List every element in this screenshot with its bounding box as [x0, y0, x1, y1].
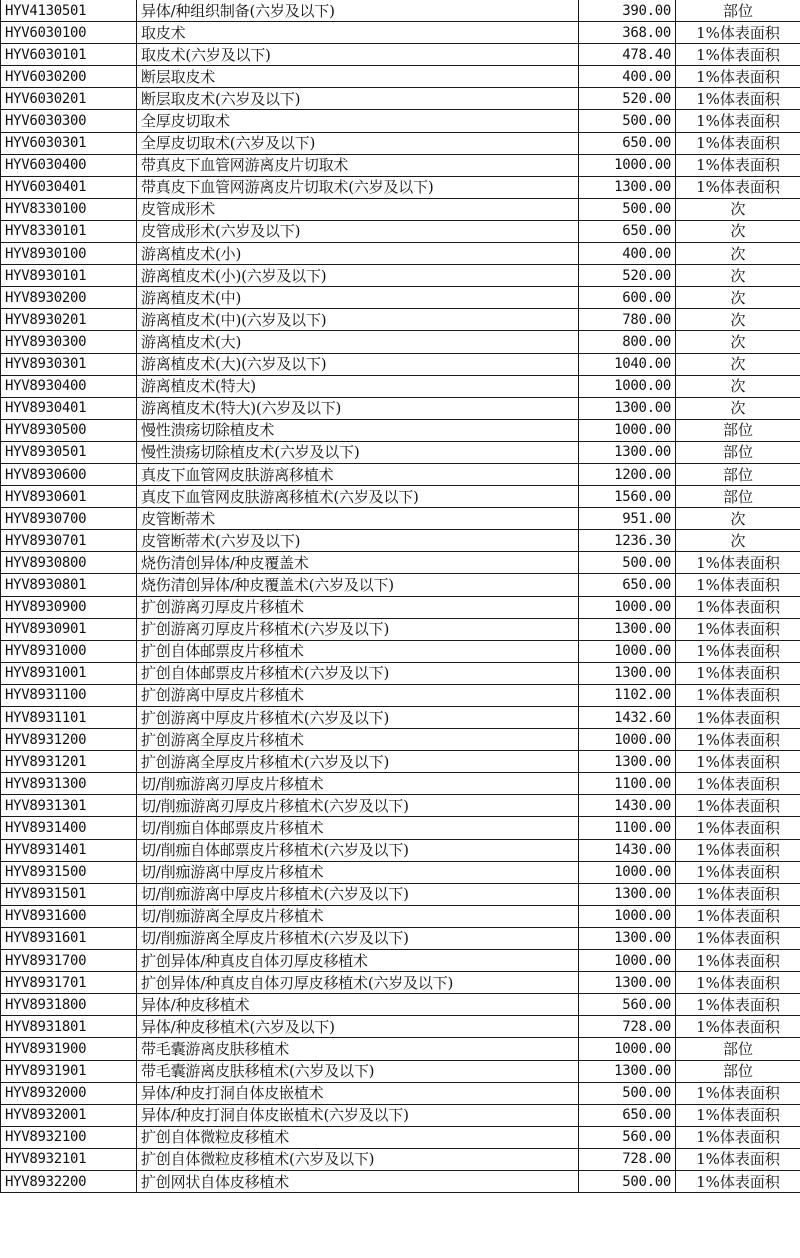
item-name-cell: 断层取皮术(六岁及以下) [137, 88, 579, 110]
item-name-cell: 切/削痂游离全厚皮片移植术 [137, 905, 579, 927]
item-code-cell: HYV8930801 [1, 574, 137, 596]
item-code-cell: HYV8931901 [1, 1060, 137, 1082]
item-code-cell: HYV8931000 [1, 640, 137, 662]
item-code-cell: HYV8931101 [1, 707, 137, 729]
item-name-cell: 游离植皮术(中) [137, 287, 579, 309]
table-row [1, 220, 800, 242]
item-name-cell: 游离植皮术(小) [137, 243, 579, 265]
item-unit-cell: 1%体表面积 [676, 817, 800, 839]
item-price-cell: 1430.00 [579, 795, 676, 817]
item-name-cell: 真皮下血管网皮肤游离移植术(六岁及以下) [137, 486, 579, 508]
item-code-cell: HYV8931200 [1, 729, 137, 751]
item-price-cell: 1000.00 [579, 861, 676, 883]
item-price-cell: 1000.00 [579, 729, 676, 751]
item-unit-cell: 1%体表面积 [676, 88, 800, 110]
item-code-cell: HYV6030400 [1, 154, 137, 176]
table-row [1, 353, 800, 375]
item-unit-cell: 次 [676, 198, 800, 220]
item-code-cell: HYV8932001 [1, 1104, 137, 1126]
item-code-cell: HYV8930200 [1, 287, 137, 309]
item-price-cell: 1236.30 [579, 530, 676, 552]
item-unit-cell: 1%体表面积 [676, 596, 800, 618]
item-unit-cell: 部位 [676, 1060, 800, 1082]
item-price-cell: 1000.00 [579, 905, 676, 927]
item-code-cell: HYV8931600 [1, 905, 137, 927]
table-row [1, 795, 800, 817]
table-row [1, 0, 800, 22]
item-code-cell: HYV8931701 [1, 972, 137, 994]
item-name-cell: 扩创游离全厚皮片移植术 [137, 729, 579, 751]
item-name-cell: 切/削痂自体邮票皮片移植术 [137, 817, 579, 839]
item-name-cell: 异体/种组织制备(六岁及以下) [137, 0, 579, 22]
item-price-cell: 1300.00 [579, 662, 676, 684]
item-name-cell: 皮管断蒂术 [137, 508, 579, 530]
table-row [1, 950, 800, 972]
item-name-cell: 带毛囊游离皮肤移植术(六岁及以下) [137, 1060, 579, 1082]
item-code-cell: HYV8932200 [1, 1170, 137, 1192]
item-unit-cell: 部位 [676, 0, 800, 22]
item-price-cell: 1000.00 [579, 419, 676, 441]
table-row [1, 883, 800, 905]
item-price-cell: 390.00 [579, 0, 676, 22]
fee-table-body [1, 0, 800, 1193]
item-unit-cell: 1%体表面积 [676, 132, 800, 154]
item-unit-cell: 次 [676, 243, 800, 265]
table-row [1, 994, 800, 1016]
item-name-cell: 扩创自体微粒皮移植术 [137, 1126, 579, 1148]
item-code-cell: HYV8930701 [1, 530, 137, 552]
item-price-cell: 400.00 [579, 243, 676, 265]
item-price-cell: 1300.00 [579, 397, 676, 419]
item-price-cell: 600.00 [579, 287, 676, 309]
item-code-cell: HYV6030300 [1, 110, 137, 132]
table-row [1, 729, 800, 751]
item-name-cell: 游离植皮术(特大) [137, 375, 579, 397]
item-unit-cell: 1%体表面积 [676, 883, 800, 905]
item-unit-cell: 1%体表面积 [676, 707, 800, 729]
item-price-cell: 728.00 [579, 1016, 676, 1038]
table-row [1, 905, 800, 927]
table-row [1, 1016, 800, 1038]
item-price-cell: 500.00 [579, 1170, 676, 1192]
table-row [1, 132, 800, 154]
item-code-cell: HYV8931900 [1, 1038, 137, 1060]
table-row [1, 22, 800, 44]
item-code-cell: HYV8931800 [1, 994, 137, 1016]
item-name-cell: 异体/种皮打洞自体皮嵌植术 [137, 1082, 579, 1104]
item-code-cell: HYV8930500 [1, 419, 137, 441]
item-price-cell: 500.00 [579, 110, 676, 132]
table-row [1, 331, 800, 353]
item-name-cell: 游离植皮术(特大)(六岁及以下) [137, 397, 579, 419]
item-name-cell: 带真皮下血管网游离皮片切取术 [137, 154, 579, 176]
item-name-cell: 游离植皮术(大) [137, 331, 579, 353]
table-row [1, 441, 800, 463]
table-row [1, 176, 800, 198]
item-unit-cell: 部位 [676, 486, 800, 508]
item-code-cell: HYV8930501 [1, 441, 137, 463]
table-row [1, 1104, 800, 1126]
item-price-cell: 1560.00 [579, 486, 676, 508]
item-code-cell: HYV8930100 [1, 243, 137, 265]
table-row [1, 243, 800, 265]
item-price-cell: 1430.00 [579, 839, 676, 861]
item-price-cell: 650.00 [579, 574, 676, 596]
item-price-cell: 1000.00 [579, 950, 676, 972]
item-price-cell: 800.00 [579, 331, 676, 353]
table-row [1, 1038, 800, 1060]
item-name-cell: 皮管成形术 [137, 198, 579, 220]
item-price-cell: 1000.00 [579, 1038, 676, 1060]
item-code-cell: HYV8931301 [1, 795, 137, 817]
item-code-cell: HYV8930101 [1, 265, 137, 287]
item-price-cell: 1000.00 [579, 596, 676, 618]
item-unit-cell: 1%体表面积 [676, 1016, 800, 1038]
item-unit-cell: 1%体表面积 [676, 795, 800, 817]
item-name-cell: 取皮术(六岁及以下) [137, 44, 579, 66]
item-unit-cell: 部位 [676, 419, 800, 441]
item-unit-cell: 次 [676, 331, 800, 353]
table-row [1, 1060, 800, 1082]
item-price-cell: 1040.00 [579, 353, 676, 375]
item-name-cell: 烧伤清创异体/种皮覆盖术 [137, 552, 579, 574]
item-price-cell: 478.40 [579, 44, 676, 66]
item-unit-cell: 1%体表面积 [676, 176, 800, 198]
item-unit-cell: 1%体表面积 [676, 1082, 800, 1104]
item-name-cell: 游离植皮术(大)(六岁及以下) [137, 353, 579, 375]
item-unit-cell: 1%体表面积 [676, 972, 800, 994]
item-name-cell: 切/削痂游离刃厚皮片移植术(六岁及以下) [137, 795, 579, 817]
item-name-cell: 断层取皮术 [137, 66, 579, 88]
item-unit-cell: 1%体表面积 [676, 640, 800, 662]
item-name-cell: 扩创游离刃厚皮片移植术(六岁及以下) [137, 618, 579, 640]
item-code-cell: HYV8930601 [1, 486, 137, 508]
table-row [1, 1082, 800, 1104]
item-name-cell: 扩创异体/种真皮自体刃厚皮移植术(六岁及以下) [137, 972, 579, 994]
item-price-cell: 650.00 [579, 1104, 676, 1126]
item-price-cell: 400.00 [579, 66, 676, 88]
table-row [1, 640, 800, 662]
item-unit-cell: 1%体表面积 [676, 552, 800, 574]
item-name-cell: 扩创异体/种真皮自体刃厚皮移植术 [137, 950, 579, 972]
item-unit-cell: 1%体表面积 [676, 1126, 800, 1148]
item-unit-cell: 部位 [676, 441, 800, 463]
item-unit-cell: 1%体表面积 [676, 773, 800, 795]
table-row [1, 1126, 800, 1148]
item-name-cell: 慢性溃疡切除植皮术(六岁及以下) [137, 441, 579, 463]
table-row [1, 972, 800, 994]
table-row [1, 154, 800, 176]
item-name-cell: 扩创游离全厚皮片移植术(六岁及以下) [137, 751, 579, 773]
table-row [1, 397, 800, 419]
item-unit-cell: 1%体表面积 [676, 1148, 800, 1170]
item-code-cell: HYV8930300 [1, 331, 137, 353]
item-name-cell: 异体/种皮打洞自体皮嵌植术(六岁及以下) [137, 1104, 579, 1126]
table-row [1, 419, 800, 441]
table-row [1, 66, 800, 88]
item-code-cell: HYV8931300 [1, 773, 137, 795]
table-row [1, 198, 800, 220]
table-row [1, 375, 800, 397]
item-code-cell: HYV8930900 [1, 596, 137, 618]
item-unit-cell: 次 [676, 508, 800, 530]
item-unit-cell: 1%体表面积 [676, 994, 800, 1016]
item-code-cell: HYV8931401 [1, 839, 137, 861]
item-code-cell: HYV6030200 [1, 66, 137, 88]
item-unit-cell: 次 [676, 220, 800, 242]
table-row [1, 618, 800, 640]
item-name-cell: 扩创自体微粒皮移植术(六岁及以下) [137, 1148, 579, 1170]
item-name-cell: 取皮术 [137, 22, 579, 44]
item-code-cell: HYV8930201 [1, 309, 137, 331]
item-name-cell: 异体/种皮移植术 [137, 994, 579, 1016]
item-name-cell: 扩创游离中厚皮片移植术(六岁及以下) [137, 707, 579, 729]
table-row [1, 751, 800, 773]
table-row [1, 684, 800, 706]
item-unit-cell: 1%体表面积 [676, 662, 800, 684]
table-row [1, 707, 800, 729]
item-price-cell: 1300.00 [579, 1060, 676, 1082]
item-name-cell: 皮管断蒂术(六岁及以下) [137, 530, 579, 552]
item-unit-cell: 次 [676, 530, 800, 552]
item-code-cell: HYV8931700 [1, 950, 137, 972]
item-name-cell: 烧伤清创异体/种皮覆盖术(六岁及以下) [137, 574, 579, 596]
item-code-cell: HYV8930800 [1, 552, 137, 574]
table-row [1, 463, 800, 485]
table-row [1, 861, 800, 883]
item-unit-cell: 1%体表面积 [676, 751, 800, 773]
item-unit-cell: 1%体表面积 [676, 684, 800, 706]
item-price-cell: 560.00 [579, 994, 676, 1016]
item-unit-cell: 1%体表面积 [676, 861, 800, 883]
item-code-cell: HYV4130501 [1, 0, 137, 22]
item-price-cell: 1300.00 [579, 927, 676, 949]
table-row [1, 309, 800, 331]
item-unit-cell: 次 [676, 397, 800, 419]
item-name-cell: 全厚皮切取术 [137, 110, 579, 132]
item-name-cell: 切/削痂游离中厚皮片移植术 [137, 861, 579, 883]
item-name-cell: 扩创游离中厚皮片移植术 [137, 684, 579, 706]
item-name-cell: 游离植皮术(中)(六岁及以下) [137, 309, 579, 331]
item-code-cell: HYV8931500 [1, 861, 137, 883]
item-unit-cell: 次 [676, 309, 800, 331]
item-price-cell: 728.00 [579, 1148, 676, 1170]
table-row [1, 927, 800, 949]
item-name-cell: 切/削痂游离全厚皮片移植术(六岁及以下) [137, 927, 579, 949]
item-code-cell: HYV8930400 [1, 375, 137, 397]
item-price-cell: 1300.00 [579, 176, 676, 198]
item-code-cell: HYV6030301 [1, 132, 137, 154]
item-code-cell: HYV8931501 [1, 883, 137, 905]
item-unit-cell: 1%体表面积 [676, 110, 800, 132]
item-code-cell: HYV6030401 [1, 176, 137, 198]
table-row [1, 44, 800, 66]
item-code-cell: HYV6030201 [1, 88, 137, 110]
item-code-cell: HYV8930301 [1, 353, 137, 375]
item-code-cell: HYV6030101 [1, 44, 137, 66]
item-price-cell: 500.00 [579, 1082, 676, 1104]
item-unit-cell: 1%体表面积 [676, 22, 800, 44]
item-unit-cell: 次 [676, 287, 800, 309]
item-price-cell: 1000.00 [579, 640, 676, 662]
item-price-cell: 1300.00 [579, 618, 676, 640]
item-name-cell: 带真皮下血管网游离皮片切取术(六岁及以下) [137, 176, 579, 198]
item-price-cell: 650.00 [579, 132, 676, 154]
table-row [1, 817, 800, 839]
table-row [1, 530, 800, 552]
item-name-cell: 扩创自体邮票皮片移植术 [137, 640, 579, 662]
item-unit-cell: 1%体表面积 [676, 950, 800, 972]
item-unit-cell: 部位 [676, 1038, 800, 1060]
item-price-cell: 1102.00 [579, 684, 676, 706]
item-code-cell: HYV8930600 [1, 463, 137, 485]
table-row [1, 1148, 800, 1170]
item-price-cell: 1000.00 [579, 154, 676, 176]
item-price-cell: 780.00 [579, 309, 676, 331]
item-code-cell: HYV8330100 [1, 198, 137, 220]
item-unit-cell: 1%体表面积 [676, 618, 800, 640]
item-unit-cell: 部位 [676, 463, 800, 485]
item-price-cell: 520.00 [579, 88, 676, 110]
item-name-cell: 全厚皮切取术(六岁及以下) [137, 132, 579, 154]
item-unit-cell: 1%体表面积 [676, 729, 800, 751]
item-price-cell: 1100.00 [579, 773, 676, 795]
item-code-cell: HYV8931400 [1, 817, 137, 839]
table-row [1, 486, 800, 508]
item-code-cell: HYV8931201 [1, 751, 137, 773]
item-code-cell: HYV8330101 [1, 220, 137, 242]
item-price-cell: 1200.00 [579, 463, 676, 485]
item-name-cell: 切/削痂自体邮票皮片移植术(六岁及以下) [137, 839, 579, 861]
item-unit-cell: 1%体表面积 [676, 44, 800, 66]
table-row [1, 839, 800, 861]
item-code-cell: HYV8930700 [1, 508, 137, 530]
item-price-cell: 1300.00 [579, 751, 676, 773]
table-row [1, 773, 800, 795]
item-price-cell: 1432.60 [579, 707, 676, 729]
item-name-cell: 扩创网状自体皮移植术 [137, 1170, 579, 1192]
item-name-cell: 游离植皮术(小)(六岁及以下) [137, 265, 579, 287]
item-price-cell: 650.00 [579, 220, 676, 242]
item-unit-cell: 1%体表面积 [676, 839, 800, 861]
item-code-cell: HYV8932100 [1, 1126, 137, 1148]
item-code-cell: HYV8932000 [1, 1082, 137, 1104]
table-row [1, 287, 800, 309]
table-row [1, 88, 800, 110]
item-unit-cell: 1%体表面积 [676, 66, 800, 88]
table-row [1, 508, 800, 530]
item-code-cell: HYV8931100 [1, 684, 137, 706]
item-price-cell: 1300.00 [579, 883, 676, 905]
item-code-cell: HYV8930401 [1, 397, 137, 419]
item-code-cell: HYV8931801 [1, 1016, 137, 1038]
item-price-cell: 500.00 [579, 552, 676, 574]
item-name-cell: 带毛囊游离皮肤移植术 [137, 1038, 579, 1060]
item-code-cell: HYV8931001 [1, 662, 137, 684]
item-price-cell: 1100.00 [579, 817, 676, 839]
item-code-cell: HYV8931601 [1, 927, 137, 949]
item-name-cell: 异体/种皮移植术(六岁及以下) [137, 1016, 579, 1038]
table-row [1, 596, 800, 618]
item-price-cell: 1300.00 [579, 972, 676, 994]
item-name-cell: 慢性溃疡切除植皮术 [137, 419, 579, 441]
item-unit-cell: 1%体表面积 [676, 154, 800, 176]
item-price-cell: 1000.00 [579, 375, 676, 397]
item-unit-cell: 1%体表面积 [676, 905, 800, 927]
item-price-cell: 520.00 [579, 265, 676, 287]
item-name-cell: 皮管成形术(六岁及以下) [137, 220, 579, 242]
item-price-cell: 951.00 [579, 508, 676, 530]
table-row [1, 1170, 800, 1192]
item-code-cell: HYV6030100 [1, 22, 137, 44]
item-unit-cell: 次 [676, 265, 800, 287]
item-unit-cell: 1%体表面积 [676, 1170, 800, 1192]
item-unit-cell: 次 [676, 375, 800, 397]
table-row [1, 265, 800, 287]
item-price-cell: 500.00 [579, 198, 676, 220]
item-name-cell: 真皮下血管网皮肤游离移植术 [137, 463, 579, 485]
item-unit-cell: 次 [676, 353, 800, 375]
item-price-cell: 1300.00 [579, 441, 676, 463]
item-name-cell: 扩创自体邮票皮片移植术(六岁及以下) [137, 662, 579, 684]
item-unit-cell: 1%体表面积 [676, 927, 800, 949]
table-row [1, 574, 800, 596]
item-unit-cell: 1%体表面积 [676, 1104, 800, 1126]
item-name-cell: 扩创游离刃厚皮片移植术 [137, 596, 579, 618]
item-unit-cell: 1%体表面积 [676, 574, 800, 596]
item-name-cell: 切/削痂游离刃厚皮片移植术 [137, 773, 579, 795]
item-price-cell: 560.00 [579, 1126, 676, 1148]
item-code-cell: HYV8930901 [1, 618, 137, 640]
item-code-cell: HYV8932101 [1, 1148, 137, 1170]
item-name-cell: 切/削痂游离中厚皮片移植术(六岁及以下) [137, 883, 579, 905]
table-row [1, 110, 800, 132]
table-row [1, 662, 800, 684]
item-price-cell: 368.00 [579, 22, 676, 44]
table-row [1, 552, 800, 574]
